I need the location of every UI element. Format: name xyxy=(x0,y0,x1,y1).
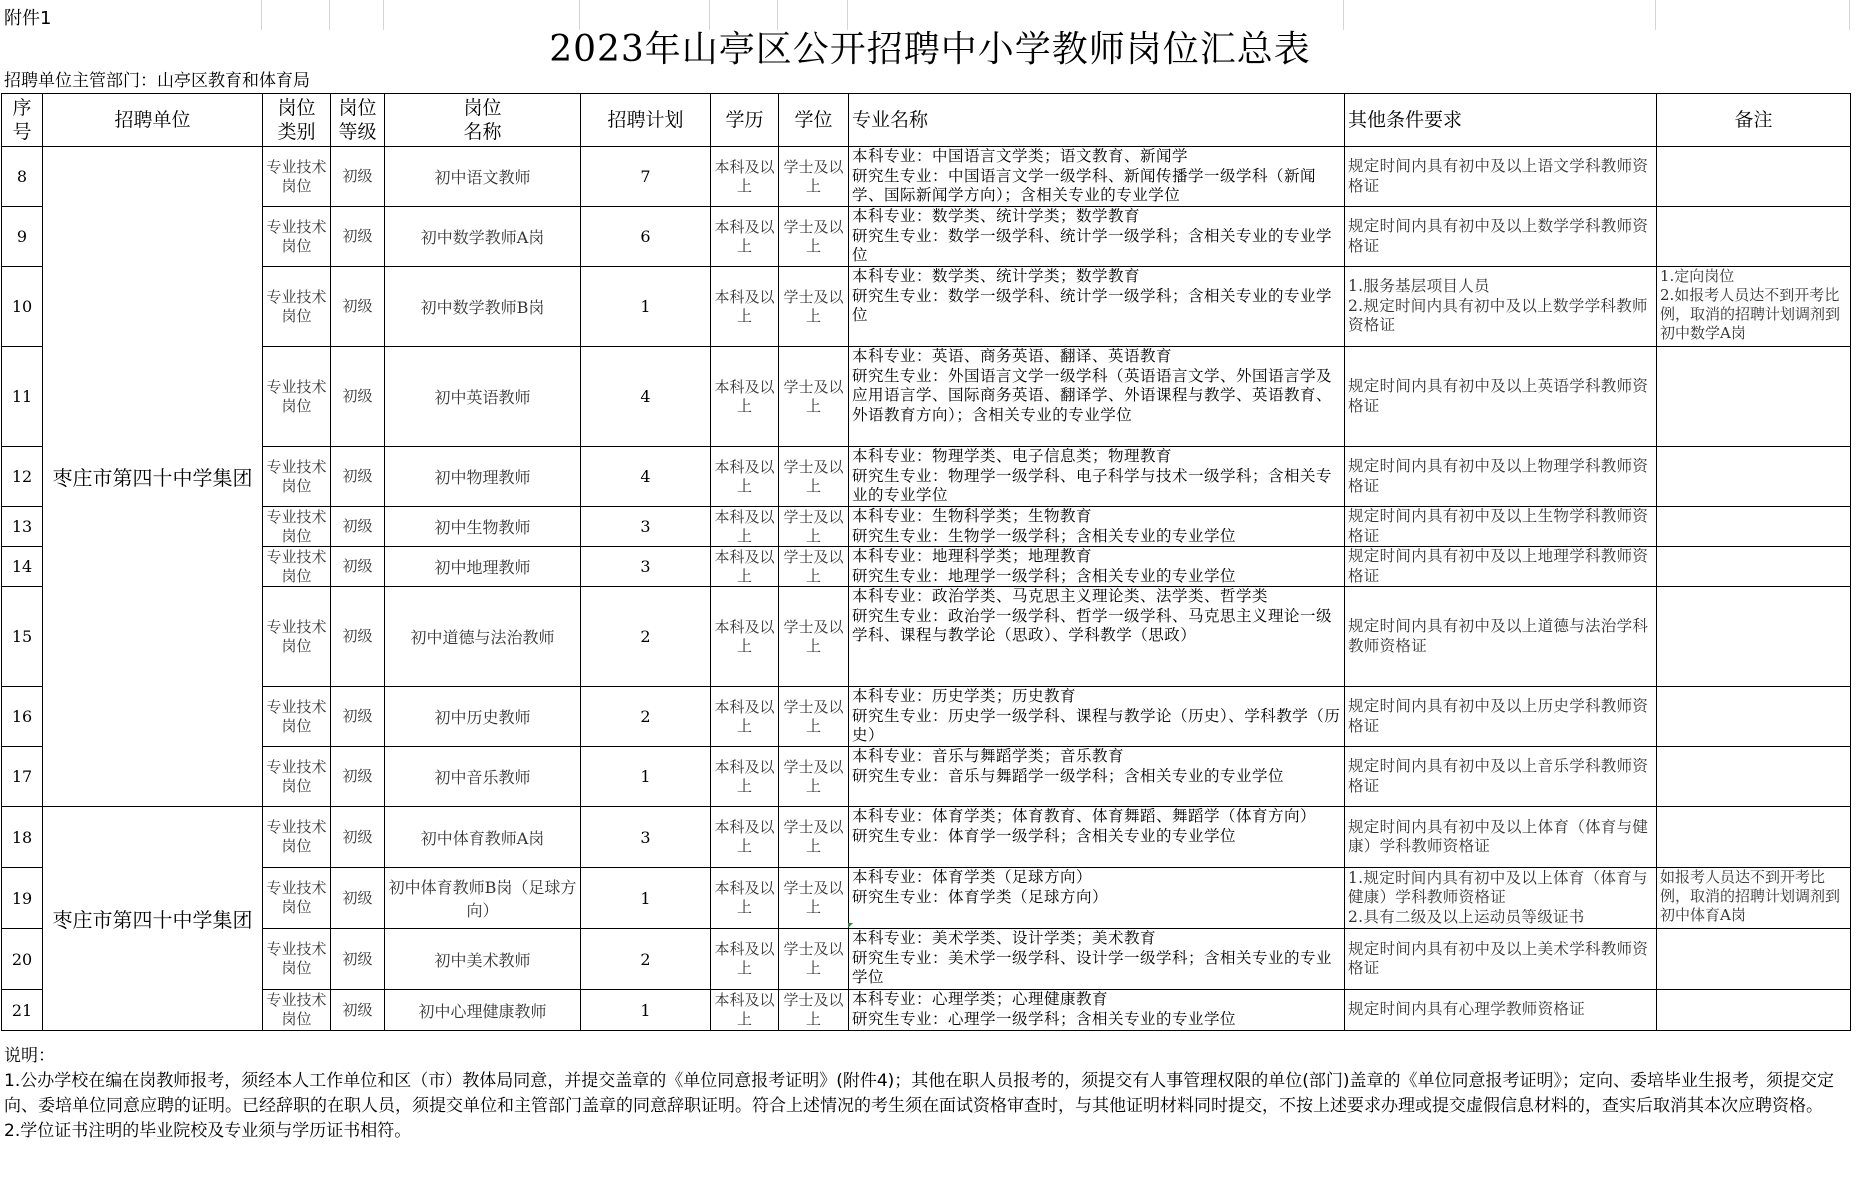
major-undergrad: 本科专业：中国语言文学类；语文教育、新闻学 xyxy=(852,147,1189,165)
major-names xyxy=(849,147,1345,207)
major-postgrad: 研究生专业：外国语言文学一级学科（英语语言文学、外国语言学及应用语言学、国际商务英语、翻译学、外语课程与教学、英语教育、外语教育方向）；含相关专业的专业学位 xyxy=(852,366,1333,424)
header-post-name: 岗位名称 xyxy=(385,94,581,147)
other-requirements: 规定时间内具有初中及以上物理学科教师资格证 xyxy=(1345,447,1657,507)
header-note: 备注 xyxy=(1657,94,1851,147)
post-category: 专业技术岗位 xyxy=(263,929,331,990)
major-undergrad: 本科专业：政治学类、马克思主义理论类、法学类、哲学类 xyxy=(852,587,1269,605)
major-names xyxy=(849,868,1345,929)
table-row xyxy=(2,929,1851,990)
attachment-label: 附件1 xyxy=(4,8,52,29)
header-category: 岗位类别 xyxy=(263,94,331,147)
row-seq: 15 xyxy=(2,587,43,687)
degree: 学士及以上 xyxy=(779,447,849,507)
post-level: 初级 xyxy=(331,929,385,990)
post-category: 专业技术岗位 xyxy=(263,687,331,747)
row-seq: 17 xyxy=(2,747,43,807)
major-names xyxy=(849,507,1345,547)
post-level: 初级 xyxy=(331,347,385,447)
remarks xyxy=(1657,687,1851,747)
page-title: 2023年山亭区公开招聘中小学教师岗位汇总表 xyxy=(549,29,1311,70)
major-undergrad: 本科专业：音乐与舞蹈学类；音乐教育 xyxy=(852,747,1125,765)
table-row xyxy=(2,687,1851,747)
recruit-plan: 4 xyxy=(581,347,711,447)
post-category: 专业技术岗位 xyxy=(263,267,331,347)
degree: 学士及以上 xyxy=(779,267,849,347)
recruit-plan: 1 xyxy=(581,747,711,807)
recruit-plan: 2 xyxy=(581,687,711,747)
major-undergrad: 本科专业：数学类、统计学类；数学教育 xyxy=(852,267,1141,285)
cell-marker xyxy=(848,923,853,928)
remarks xyxy=(1657,747,1851,807)
post-level: 初级 xyxy=(331,990,385,1031)
post-category: 专业技术岗位 xyxy=(263,587,331,687)
major-undergrad: 本科专业：体育学类；体育教育、体育舞蹈、舞蹈学（体育方向） xyxy=(852,807,1317,825)
remarks xyxy=(1657,347,1851,447)
department-label: 招聘单位主管部门：山亭区教育和体育局 xyxy=(4,71,310,91)
major-postgrad: 研究生专业：心理学一级学科；含相关专业的专业学位 xyxy=(852,1009,1237,1028)
row-seq: 8 xyxy=(2,147,43,207)
other-requirements: 规定时间内具有心理学教师资格证 xyxy=(1345,990,1657,1031)
post-name: 初中数学教师B岗 xyxy=(385,267,581,347)
row-seq: 21 xyxy=(2,990,43,1031)
remarks xyxy=(1657,507,1851,547)
major-undergrad: 本科专业：生物科学类；生物教育 xyxy=(852,507,1093,525)
remarks: 如报考人员达不到开考比例，取消的招聘计划调剂到初中体育A岗 xyxy=(1657,868,1851,929)
recruit-plan: 3 xyxy=(581,807,711,868)
note-item-2: 2.学位证书注明的毕业院校及专业须与学历证书相符。 xyxy=(4,1121,412,1141)
row-seq: 18 xyxy=(2,807,43,868)
other-requirements: 规定时间内具有初中及以上生物学科教师资格证 xyxy=(1345,507,1657,547)
major-names xyxy=(849,929,1345,990)
post-category: 专业技术岗位 xyxy=(263,347,331,447)
post-level: 初级 xyxy=(331,507,385,547)
row-seq: 16 xyxy=(2,687,43,747)
post-level: 初级 xyxy=(331,447,385,507)
remarks xyxy=(1657,547,1851,587)
post-level: 初级 xyxy=(331,147,385,207)
row-seq: 14 xyxy=(2,547,43,587)
degree: 学士及以上 xyxy=(779,547,849,587)
major-postgrad: 研究生专业：中国语言文学一级学科、新闻传播学一级学科（新闻学、国际新闻学方向）；含相关专业的专业学位 xyxy=(852,166,1317,204)
table-row xyxy=(2,587,1851,687)
table-row xyxy=(2,507,1851,547)
remarks xyxy=(1657,207,1851,267)
row-seq: 20 xyxy=(2,929,43,990)
post-name: 初中物理教师 xyxy=(385,447,581,507)
table-row xyxy=(2,267,1851,347)
row-seq: 13 xyxy=(2,507,43,547)
major-postgrad: 研究生专业：体育学类（足球方向） xyxy=(852,887,1109,906)
post-category: 专业技术岗位 xyxy=(263,868,331,929)
education: 本科及以上 xyxy=(711,990,779,1031)
major-undergrad: 本科专业：历史学类；历史教育 xyxy=(852,687,1077,705)
post-name: 初中体育教师A岗 xyxy=(385,807,581,868)
education: 本科及以上 xyxy=(711,929,779,990)
degree: 学士及以上 xyxy=(779,347,849,447)
major-postgrad: 研究生专业：地理学一级学科；含相关专业的专业学位 xyxy=(852,566,1237,585)
post-category: 专业技术岗位 xyxy=(263,747,331,807)
recruit-plan: 4 xyxy=(581,447,711,507)
recruit-plan: 7 xyxy=(581,147,711,207)
degree: 学士及以上 xyxy=(779,990,849,1031)
header-other: 其他条件要求 xyxy=(1345,94,1657,147)
education: 本科及以上 xyxy=(711,687,779,747)
table-row xyxy=(2,747,1851,807)
table-row xyxy=(2,447,1851,507)
other-requirements: 1.规定时间内具有初中及以上体育（体育与健康）学科教师资格证 2.具有二级及以上运动员等级证书 xyxy=(1345,868,1657,929)
post-name: 初中英语教师 xyxy=(385,347,581,447)
header-seq: 序号 xyxy=(2,94,43,147)
post-level: 初级 xyxy=(331,687,385,747)
post-level: 初级 xyxy=(331,547,385,587)
other-requirements: 规定时间内具有初中及以上语文学科教师资格证 xyxy=(1345,147,1657,207)
education: 本科及以上 xyxy=(711,807,779,868)
header-major: 专业名称 xyxy=(849,94,1345,147)
header-plan: 招聘计划 xyxy=(581,94,711,147)
degree: 学士及以上 xyxy=(779,747,849,807)
header-degree: 学位 xyxy=(779,94,849,147)
remarks xyxy=(1657,990,1851,1031)
remarks xyxy=(1657,929,1851,990)
remarks xyxy=(1657,447,1851,507)
post-name: 初中道德与法治教师 xyxy=(385,587,581,687)
post-category: 专业技术岗位 xyxy=(263,990,331,1031)
row-seq: 11 xyxy=(2,347,43,447)
post-level: 初级 xyxy=(331,207,385,267)
degree: 学士及以上 xyxy=(779,147,849,207)
post-level: 初级 xyxy=(331,267,385,347)
sheet-grid xyxy=(0,0,1860,30)
degree: 学士及以上 xyxy=(779,807,849,868)
recruit-plan: 2 xyxy=(581,929,711,990)
degree: 学士及以上 xyxy=(779,929,849,990)
degree: 学士及以上 xyxy=(779,687,849,747)
major-postgrad: 研究生专业：数学一级学科、统计学一级学科；含相关专业的专业学位 xyxy=(852,226,1333,264)
post-level: 初级 xyxy=(331,868,385,929)
major-names xyxy=(849,347,1345,447)
remarks xyxy=(1657,147,1851,207)
header-row xyxy=(2,94,1851,147)
education: 本科及以上 xyxy=(711,347,779,447)
degree: 学士及以上 xyxy=(779,207,849,267)
recruiting-unit: 枣庄市第四十中学集团 xyxy=(43,807,263,1031)
other-requirements: 规定时间内具有初中及以上美术学科教师资格证 xyxy=(1345,929,1657,990)
major-postgrad: 研究生专业：物理学一级学科、电子科学与技术一级学科；含相关专业的专业学位 xyxy=(852,466,1333,504)
major-undergrad: 本科专业：英语、商务英语、翻译、英语教育 xyxy=(852,347,1173,365)
recruit-plan: 3 xyxy=(581,547,711,587)
education: 本科及以上 xyxy=(711,868,779,929)
table-row xyxy=(2,868,1851,929)
row-seq: 19 xyxy=(2,868,43,929)
major-postgrad: 研究生专业：音乐与舞蹈学一级学科；含相关专业的专业学位 xyxy=(852,766,1285,785)
major-names xyxy=(849,587,1345,687)
major-names xyxy=(849,807,1345,868)
post-category: 专业技术岗位 xyxy=(263,147,331,207)
post-name: 初中音乐教师 xyxy=(385,747,581,807)
major-undergrad: 本科专业：地理科学类；地理教育 xyxy=(852,547,1093,565)
major-undergrad: 本科专业：美术学类、设计学类；美术教育 xyxy=(852,929,1157,947)
education: 本科及以上 xyxy=(711,507,779,547)
remarks xyxy=(1657,807,1851,868)
post-name: 初中心理健康教师 xyxy=(385,990,581,1031)
post-level: 初级 xyxy=(331,587,385,687)
post-level: 初级 xyxy=(331,807,385,868)
major-names xyxy=(849,447,1345,507)
table-row xyxy=(2,807,1851,868)
header-education: 学历 xyxy=(711,94,779,147)
post-name: 初中体育教师B岗（足球方向） xyxy=(385,868,581,929)
notes-heading: 说明： xyxy=(4,1046,55,1066)
post-category: 专业技术岗位 xyxy=(263,507,331,547)
row-seq: 9 xyxy=(2,207,43,267)
table-row xyxy=(2,547,1851,587)
education: 本科及以上 xyxy=(711,207,779,267)
major-postgrad: 研究生专业：美术学一级学科、设计学一级学科；含相关专业的专业学位 xyxy=(852,948,1333,986)
post-name: 初中数学教师A岗 xyxy=(385,207,581,267)
row-seq: 10 xyxy=(2,267,43,347)
other-requirements: 规定时间内具有初中及以上音乐学科教师资格证 xyxy=(1345,747,1657,807)
row-seq: 12 xyxy=(2,447,43,507)
degree: 学士及以上 xyxy=(779,587,849,687)
major-names xyxy=(849,747,1345,807)
major-postgrad: 研究生专业：历史学一级学科、课程与教学论（历史）、学科教学（历史） xyxy=(852,706,1341,744)
major-names xyxy=(849,687,1345,747)
header-unit: 招聘单位 xyxy=(43,94,263,147)
recruit-plan: 1 xyxy=(581,267,711,347)
post-name: 初中地理教师 xyxy=(385,547,581,587)
major-names xyxy=(849,990,1345,1031)
recruit-plan: 1 xyxy=(581,868,711,929)
remarks: 1.定向岗位 2.如报考人员达不到开考比例，取消的招聘计划调剂到初中数学A岗 xyxy=(1657,267,1851,347)
recruiting-unit: 枣庄市第四十中学集团 xyxy=(43,147,263,807)
note-item-1: 1.公办学校在编在岗教师报考，须经本人工作单位和区（市）教体局同意，并提交盖章的《单位同意报考证明》(附件4)；其他在职人员报考的，须提交有人事管理权限的单位(部门)盖章的《单位同意报考证明》；定向、委培毕业生报考，须提交定向、委培单位同意应聘的证明。已经辞职的在职人员，须提交单位和主管部门盖章的同意辞职证明。符合上述情况的考生须在面试资格审查时，与其他证明材料同时提交，不按上述要求办理或提交虚假信息材料的，查实后取消其本次应聘资格。 xyxy=(4,1071,1835,1116)
major-postgrad: 研究生专业：政治学一级学科、哲学一级学科、马克思主义理论一级学科、课程与教学论（思政）、学科教学（思政） xyxy=(852,606,1333,644)
post-category: 专业技术岗位 xyxy=(263,207,331,267)
education: 本科及以上 xyxy=(711,747,779,807)
post-name: 初中生物教师 xyxy=(385,507,581,547)
education: 本科及以上 xyxy=(711,267,779,347)
degree: 学士及以上 xyxy=(779,507,849,547)
recruit-plan: 6 xyxy=(581,207,711,267)
recruit-plan: 3 xyxy=(581,507,711,547)
major-postgrad: 研究生专业：生物学一级学科；含相关专业的专业学位 xyxy=(852,526,1237,545)
recruit-plan: 2 xyxy=(581,587,711,687)
other-requirements: 规定时间内具有初中及以上地理学科教师资格证 xyxy=(1345,547,1657,587)
education: 本科及以上 xyxy=(711,547,779,587)
education: 本科及以上 xyxy=(711,147,779,207)
major-names xyxy=(849,547,1345,587)
major-undergrad: 本科专业：数学类、统计学类；数学教育 xyxy=(852,207,1141,225)
major-names xyxy=(849,267,1345,347)
education: 本科及以上 xyxy=(711,587,779,687)
education: 本科及以上 xyxy=(711,447,779,507)
degree: 学士及以上 xyxy=(779,868,849,929)
major-undergrad: 本科专业：体育学类（足球方向） xyxy=(852,868,1093,886)
post-name: 初中美术教师 xyxy=(385,929,581,990)
other-requirements: 1.服务基层项目人员 2.规定时间内具有初中及以上数学学科教师资格证 xyxy=(1345,267,1657,347)
post-category: 专业技术岗位 xyxy=(263,807,331,868)
other-requirements: 规定时间内具有初中及以上数学学科教师资格证 xyxy=(1345,207,1657,267)
major-undergrad: 本科专业：心理学类；心理健康教育 xyxy=(852,990,1109,1008)
header-level: 岗位等级 xyxy=(331,94,385,147)
major-postgrad: 研究生专业：数学一级学科、统计学一级学科；含相关专业的专业学位 xyxy=(852,286,1333,324)
post-category: 专业技术岗位 xyxy=(263,547,331,587)
post-name: 初中历史教师 xyxy=(385,687,581,747)
table-row xyxy=(2,207,1851,267)
recruit-plan: 1 xyxy=(581,990,711,1031)
table-row xyxy=(2,347,1851,447)
table-row xyxy=(2,147,1851,207)
major-postgrad: 研究生专业：体育学一级学科；含相关专业的专业学位 xyxy=(852,826,1237,845)
post-category: 专业技术岗位 xyxy=(263,447,331,507)
other-requirements: 规定时间内具有初中及以上历史学科教师资格证 xyxy=(1345,687,1657,747)
other-requirements: 规定时间内具有初中及以上体育（体育与健康）学科教师资格证 xyxy=(1345,807,1657,868)
other-requirements: 规定时间内具有初中及以上英语学科教师资格证 xyxy=(1345,347,1657,447)
post-name: 初中语文教师 xyxy=(385,147,581,207)
other-requirements: 规定时间内具有初中及以上道德与法治学科教师资格证 xyxy=(1345,587,1657,687)
major-names xyxy=(849,207,1345,267)
post-level: 初级 xyxy=(331,747,385,807)
major-undergrad: 本科专业：物理学类、电子信息类；物理教育 xyxy=(852,447,1173,465)
notes-section xyxy=(4,1044,1854,1144)
remarks xyxy=(1657,587,1851,687)
recruitment-table xyxy=(1,93,1851,1031)
table-row xyxy=(2,990,1851,1031)
